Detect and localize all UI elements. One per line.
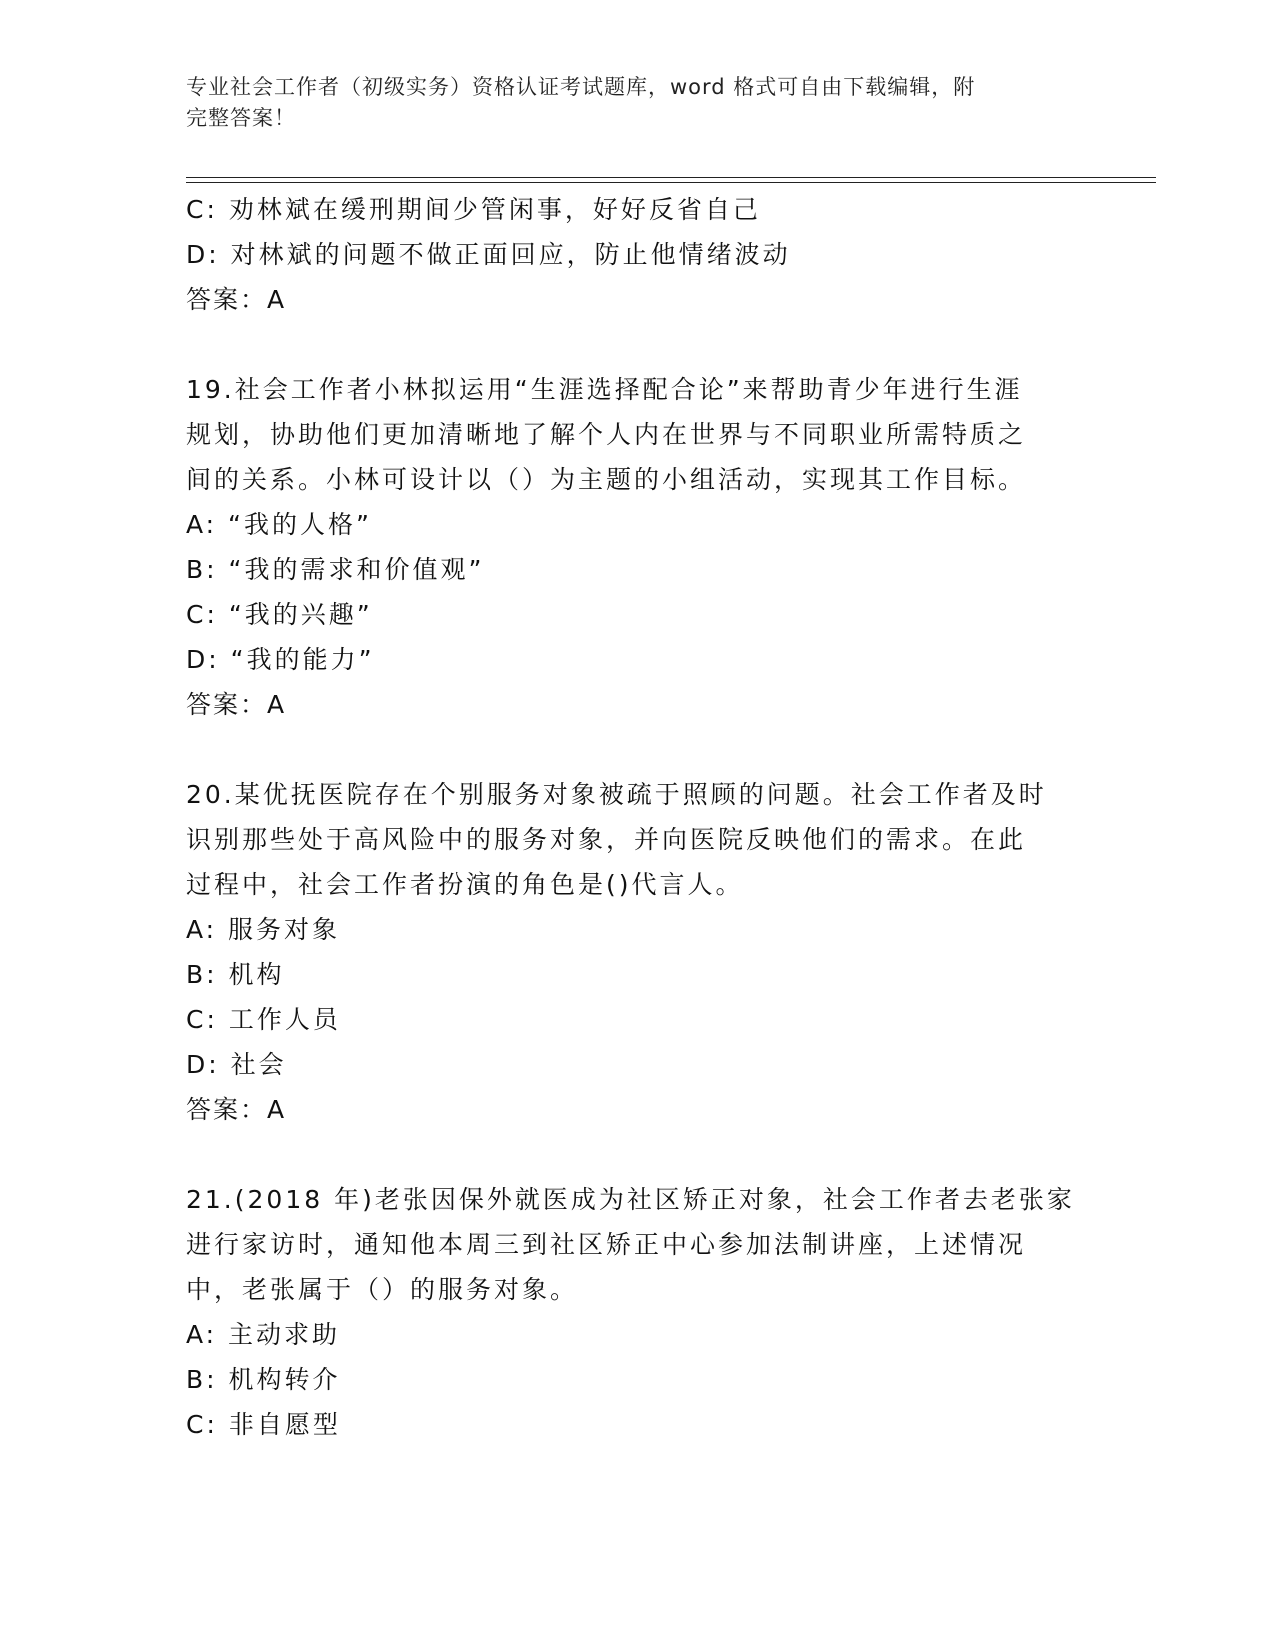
option-d: D: 社会	[186, 1050, 287, 1079]
question-stem-line: 中，老张属于（）的服务对象。	[186, 1275, 579, 1304]
header-divider-bottom	[186, 182, 1156, 183]
question-21	[186, 1177, 1086, 1447]
option-b: B: 机构转介	[186, 1365, 341, 1394]
page-header	[186, 72, 1066, 134]
option-c: C: “我的兴趣”	[186, 600, 373, 629]
option-b: B: “我的需求和价值观”	[186, 555, 485, 584]
question-content	[186, 187, 1086, 1447]
spacer	[186, 322, 1086, 367]
answer-line: 答案：A	[186, 690, 287, 719]
question-stem-line: 规划，协助他们更加清晰地了解个人内在世界与不同职业所需特质之	[186, 420, 1027, 449]
question-20	[186, 772, 1086, 1132]
option-a: A: “我的人格”	[186, 510, 372, 539]
question-stem-line: 识别那些处于高风险中的服务对象，并向医院反映他们的需求。在此	[186, 825, 1027, 854]
option-c: C: 工作人员	[186, 1005, 341, 1034]
header-divider-top	[186, 177, 1156, 178]
spacer	[186, 727, 1086, 772]
option-c: C: 劝林斌在缓刑期间少管闲事，好好反省自己	[186, 195, 761, 224]
spacer	[186, 1132, 1086, 1177]
answer-line: 答案：A	[186, 1095, 287, 1124]
previous-question	[186, 187, 1086, 322]
header-line-1: 专业社会工作者（初级实务）资格认证考试题库，word 格式可自由下载编辑，附	[186, 75, 976, 99]
header-line-2: 完整答案！	[186, 106, 296, 130]
question-stem-line: 过程中，社会工作者扮演的角色是()代言人。	[186, 870, 744, 899]
question-stem-line: 进行家访时，通知他本周三到社区矫正中心参加法制讲座，上述情况	[186, 1230, 1027, 1259]
question-stem-line: 20.某优抚医院存在个别服务对象被疏于照顾的问题。社会工作者及时	[186, 780, 1047, 809]
option-d: D: “我的能力”	[186, 645, 375, 674]
question-stem-line: 19.社会工作者小林拟运用“生涯选择配合论”来帮助青少年进行生涯	[186, 375, 1023, 404]
answer-line: 答案：A	[186, 285, 287, 314]
option-c: C: 非自愿型	[186, 1410, 341, 1439]
question-19	[186, 367, 1086, 727]
option-d: D: 对林斌的问题不做正面回应，防止他情绪波动	[186, 240, 791, 269]
question-stem-line: 间的关系。小林可设计以（）为主题的小组活动，实现其工作目标。	[186, 465, 1027, 494]
option-b: B: 机构	[186, 960, 285, 989]
question-stem-line: 21.(2018 年)老张因保外就医成为社区矫正对象，社会工作者去老张家	[186, 1185, 1075, 1214]
option-a: A: 主动求助	[186, 1320, 341, 1349]
option-a: A: 服务对象	[186, 915, 341, 944]
